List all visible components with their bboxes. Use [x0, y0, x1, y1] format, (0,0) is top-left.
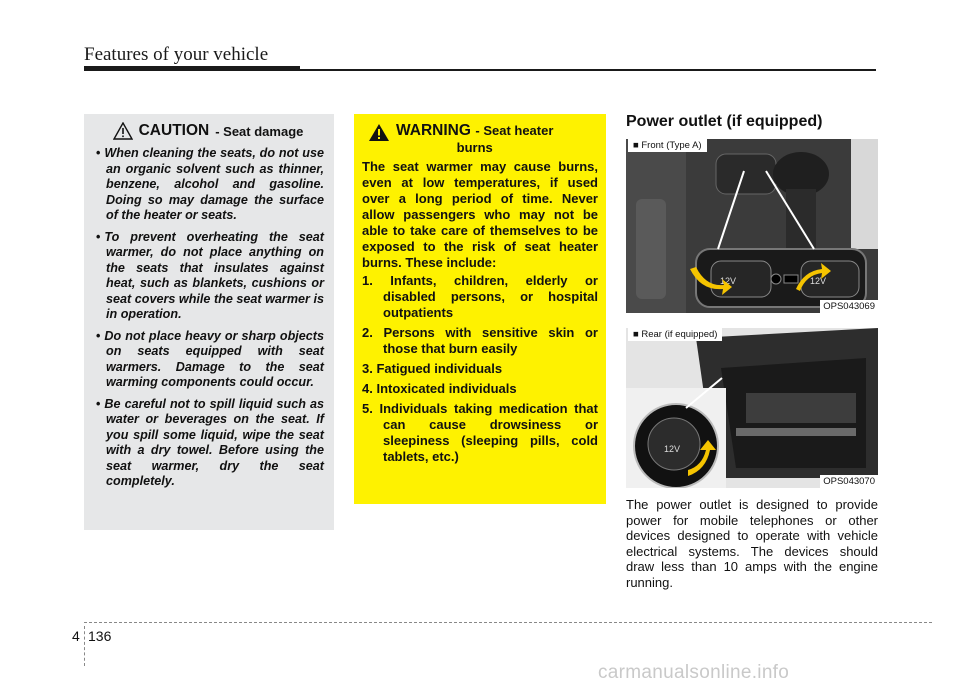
page-number: 136: [88, 628, 112, 644]
outlet-label-left: 12V: [720, 276, 737, 286]
power-outlet-description: The power outlet is designed to provide power for mobile telephones or other devices designed to operate with vehicle electrical systems. The devices should draw less than 10 amps with the engine running.: [626, 497, 878, 590]
header-rule: [84, 66, 300, 71]
outlet-label-rear: 12V: [664, 444, 681, 454]
caution-item: • To prevent overheating the seat warmer, do not place anything on the seats that insulates against heat, such as blankets, cushions or seat covers while the seat warmer is in operation.: [92, 230, 324, 323]
warning-item: 5. Individuals taking medication that can cause drowsiness or sleepiness (sleeping pills, cold tablets, etc.): [362, 401, 598, 464]
rear-photo-code: OPS043070: [820, 475, 878, 488]
caution-title: CAUTION: [138, 122, 210, 139]
caution-item: • Do not place heavy or sharp objects on seats equipped with seat warmers. Damage to the seat warming components could occur.: [92, 329, 324, 391]
front-photo-label: ■ Front (Type A): [628, 139, 707, 152]
rear-outlet-photo: [626, 328, 878, 488]
warning-subtitle-2: burns: [456, 140, 493, 155]
footer-divider: [84, 626, 85, 666]
caution-list: [92, 146, 324, 490]
warning-item: 2. Persons with sensitive skin or those that burn easily: [362, 325, 598, 356]
caution-subtitle: - Seat damage: [215, 123, 304, 139]
warning-title: WARNING: [396, 122, 471, 139]
warning-box: [354, 114, 606, 504]
front-outlet-photo: [626, 139, 878, 313]
outlet-label-right: 12V: [810, 276, 827, 286]
footer-rule: [84, 622, 932, 623]
warning-item: 1. Infants, children, elderly or disabled persons, or hospital outpatients: [362, 273, 598, 320]
header-title: Features of your vehicle: [84, 44, 269, 65]
warning-header: [362, 122, 598, 155]
warning-list: [362, 273, 598, 465]
caution-box: [84, 114, 334, 530]
rear-photo-label: ■ Rear (if equipped): [628, 328, 722, 341]
warning-subtitle: - Seat heater: [475, 123, 554, 138]
rear-cargo-illustration: [626, 328, 878, 488]
chapter-number: 4: [72, 628, 80, 644]
warning-item: 4. Intoxicated individuals: [362, 381, 517, 396]
front-photo-code: OPS043069: [820, 300, 878, 313]
caution-item: • Be careful not to spill liquid such as water or beverages on the seat. If you spill some liquid, wipe the seat with a dry towel. Before using the seat warmer, dry the seat completely.: [92, 397, 324, 490]
warning-item: 3. Fatigued individuals: [362, 361, 503, 376]
caution-header: [92, 122, 324, 140]
section-title: Power outlet (if equipped): [626, 113, 823, 130]
warning-triangle-icon: [368, 123, 390, 142]
warning-text: The seat warmer may cause burns, even at low temperatures, if used over a long period of time. Never allow passengers who may not be able to take care of themselves to be exposed to the risk of seat heater burns. These include:: [362, 159, 598, 270]
caution-item: • When cleaning the seats, do not use an organic solvent such as thinner, benzene, alcohol and gasoline. Doing so may damage the surface of the heater or seats.: [92, 146, 324, 224]
watermark: carmanualsonline.info: [598, 662, 790, 683]
caution-triangle-icon: [113, 122, 133, 140]
header-rule: [300, 69, 876, 71]
front-console-illustration: [626, 139, 878, 313]
